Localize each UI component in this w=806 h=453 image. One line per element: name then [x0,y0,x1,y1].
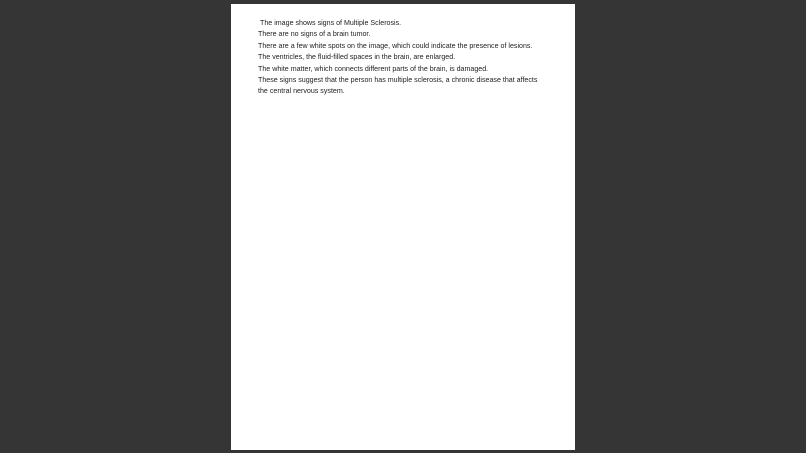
document-body [258,18,548,98]
document-line: The image shows signs of Multiple Sclerosis. [260,19,402,27]
document-line: These signs suggest that the person has multiple sclerosis, a chronic disease that affects the central nervous system. [258,76,538,96]
document-line: There are a few white spots on the image, which could indicate the presence of lesions. [258,41,533,50]
document-line: The ventricles, the fluid-filled spaces in the brain, are enlarged. [258,53,456,62]
document-line: The white matter, which connects different parts of the brain, is damaged. [258,64,489,73]
document-page [231,4,575,450]
document-line: There are no signs of a brain tumor. [258,30,371,39]
